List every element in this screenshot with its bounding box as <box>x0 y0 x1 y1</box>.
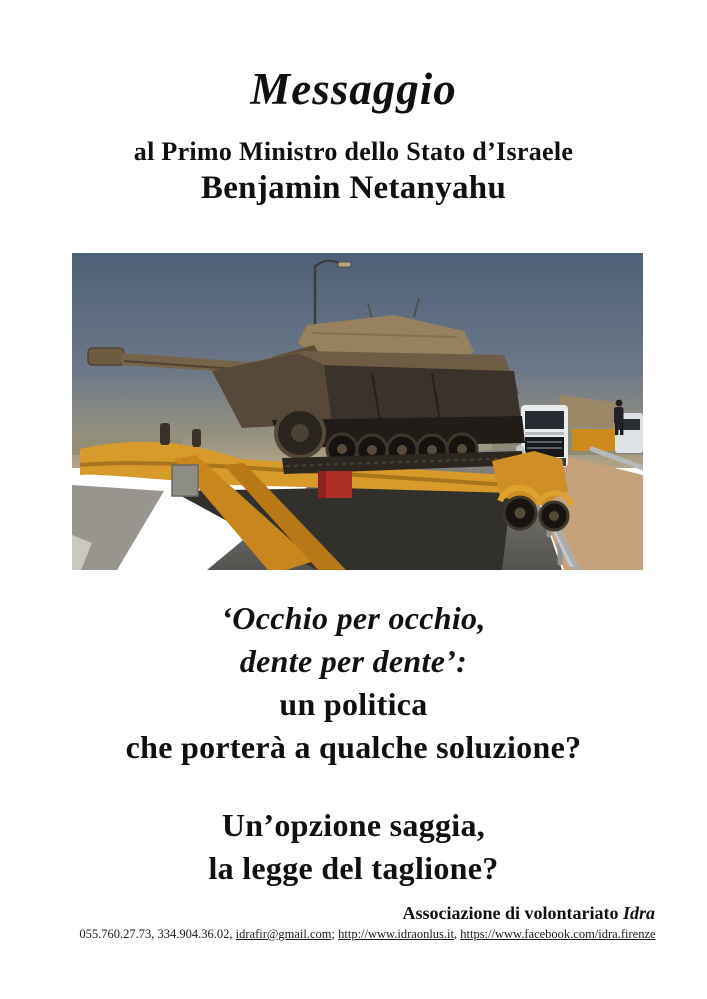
email-link[interactable]: idrafir@gmail.com <box>235 927 332 941</box>
footer-phones: 055.760.27.73, 334.904.36.02, <box>79 927 236 941</box>
footer-organization <box>0 901 655 925</box>
question-block <box>0 804 707 890</box>
contact-separator: , <box>454 927 461 941</box>
tank-photo <box>72 253 643 570</box>
quote-line-4: che porterà a qualche soluzione? <box>125 729 582 765</box>
quote-block <box>0 597 707 769</box>
footer-contact-line <box>30 926 705 942</box>
subtitle-line-2: Benjamin Netanyahu <box>200 170 507 206</box>
org-prefix: Associazione di volontariato <box>402 903 623 923</box>
quote-line-1: ‘Occhio per occhio, <box>221 600 486 636</box>
quote-line-2: dente per dente’: <box>239 643 468 679</box>
question-line-2: la legge del taglione? <box>208 850 499 886</box>
website-link[interactable]: http://www.idraonlus.it <box>338 927 454 941</box>
quote-line-3: un politica <box>279 686 428 722</box>
contact-separator: ; <box>331 927 339 941</box>
subtitle-line-1: al Primo Ministro dello Stato d’Israele <box>133 137 574 166</box>
tank-photo-illustration <box>72 253 643 570</box>
page-title: Messaggio <box>250 64 457 114</box>
question-line-1: Un’opzione saggia, <box>221 807 486 843</box>
facebook-link[interactable]: https://www.facebook.com/idra.firenze <box>460 927 656 941</box>
org-name: Idra <box>622 903 655 923</box>
